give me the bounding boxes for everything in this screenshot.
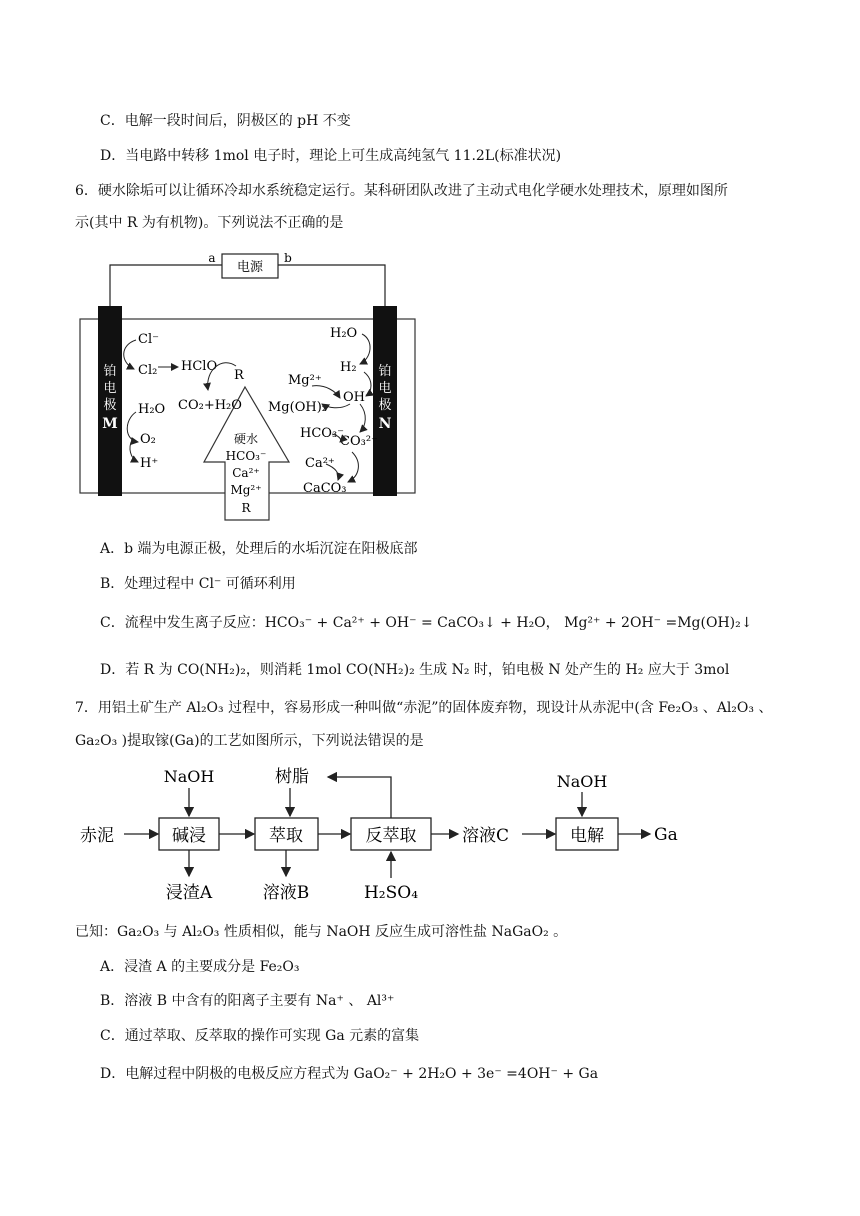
power-source-label: 电源 [236, 260, 264, 275]
flow-resin-input: 树脂 [275, 767, 309, 787]
electrode-n-letter: N [378, 416, 392, 432]
q6-stem-line2: 示(其中 R 为有机物)。下列说法不正确的是 [75, 215, 344, 231]
inlet-ca: Ca²⁺ [232, 466, 260, 480]
inlet-hard-water: 硬水 [233, 432, 259, 446]
flow-residue-a: 浸渣A [165, 883, 213, 903]
q5-option-c: C．电解一段时间后，阴极区的 pH 不变 [100, 113, 351, 129]
q6-option-a: A．b 端为电源正极，处理后的水垢沉淀在阳极底部 [100, 541, 418, 557]
species-r: R [234, 368, 244, 383]
species-cl2: Cl₂ [138, 363, 158, 378]
electrode-n-char3: 极 [378, 398, 392, 413]
species-cl-minus: Cl⁻ [138, 332, 159, 347]
flow-resin-recycle-arrow [328, 777, 391, 818]
q6-option-d: D．若 R 为 CO(NH₂)₂，则消耗 1mol CO(NH₂)₂ 生成 N₂ 时，铂电极 N 处产生的 H₂ 应大于 3mol [100, 662, 730, 678]
species-h2o-right: H₂O [330, 326, 358, 341]
species-h2: H₂ [340, 360, 357, 375]
species-h-plus: H⁺ [140, 456, 159, 471]
flow-solution-c: 溶液C [462, 826, 510, 846]
flow-solution-b: 溶液B [262, 883, 310, 903]
flow-step-alkali-leach: 碱浸 [172, 826, 206, 846]
inlet-mg: Mg²⁺ [230, 483, 262, 497]
inlet-hco3: HCO₃⁻ [225, 449, 267, 463]
q7-stem-line1: 7．用铝土矿生产 Al₂O₃ 过程中，容易形成一种叫做“赤泥”的固体废弃物，现设计从赤泥中(含 Fe₂O₃ 、Al₂O₃ 、 [75, 700, 773, 716]
species-mg-ion: Mg²⁺ [288, 373, 322, 388]
electrode-m-char3: 极 [103, 398, 117, 413]
species-caco3: CaCO₃ [303, 481, 347, 496]
species-co3: CO₃²⁻ [340, 434, 378, 449]
q7-known-info: 已知：Ga₂O₃ 与 Al₂O₃ 性质相似，能与 NaOH 反应生成可溶性盐 NaGaO₂ 。 [75, 924, 568, 940]
q7-option-b: B．溶液 B 中含有的阳离子主要有 Na⁺ 、 Al³⁺ [100, 993, 395, 1009]
species-h2o-left: H₂O [138, 402, 166, 417]
flow-h2so4-input: H₂SO₄ [363, 883, 419, 903]
flow-naoh-input-2: NaOH [556, 772, 608, 791]
electrode-n-char2: 电 [378, 381, 392, 396]
species-mg-oh2: Mg(OH)₂ [268, 400, 327, 415]
q6-option-b: B．处理过程中 Cl⁻ 可循环利用 [100, 576, 296, 592]
electrode-m-char2: 电 [103, 381, 117, 396]
flow-start-red-mud: 赤泥 [80, 826, 114, 846]
terminal-b-label: b [284, 251, 292, 265]
flow-naoh-input-1: NaOH [163, 767, 215, 786]
species-co2-h2o: CO₂+H₂O [178, 398, 242, 413]
q6-stem-line1: 6．硬水除垢可以让循环冷却水系统稳定运行。某科研团队改进了主动式电化学硬水处理技术，原理如图所 [75, 183, 728, 199]
species-ca-ion: Ca²⁺ [305, 456, 335, 471]
electrode-m-char1: 铂 [103, 364, 117, 379]
terminal-a-label: a [208, 251, 216, 265]
species-o2: O₂ [140, 432, 156, 447]
electrode-n-char1: 铂 [378, 364, 392, 379]
inlet-r: R [241, 501, 251, 515]
flow-step-extraction: 萃取 [269, 826, 303, 846]
species-hclo: HClO [181, 359, 218, 374]
q7-option-d: D．电解过程中阴极的电极反应方程式为 GaO₂⁻ + 2H₂O + 3e⁻ =4OH⁻ + Ga [100, 1066, 599, 1082]
species-oh: OH⁻ [343, 390, 372, 405]
q6-option-c: C．流程中发生离子反应：HCO₃⁻ + Ca²⁺ + OH⁻ = CaCO₃↓ + H₂O， Mg²⁺ + 2OH⁻ =Mg(OH)₂↓ [100, 615, 753, 631]
q5-option-d: D．当电路中转移 1mol 电子时，理论上可生成高纯氢气 11.2L(标准状况) [100, 148, 562, 164]
q7-option-c: C．通过萃取、反萃取的操作可实现 Ga 元素的富集 [100, 1028, 420, 1044]
flow-end-ga: Ga [654, 825, 678, 845]
electrode-m-letter: M [102, 416, 118, 432]
flow-step-electrolysis: 电解 [570, 826, 604, 846]
q7-stem-line2: Ga₂O₃ )提取镓(Ga)的工艺如图所示，下列说法错误的是 [75, 733, 424, 749]
flow-step-back-extraction: 反萃取 [365, 826, 417, 846]
q7-option-a: A．浸渣 A 的主要成分是 Fe₂O₃ [100, 959, 300, 975]
species-hco3-right: HCO₃⁻ [300, 426, 345, 441]
